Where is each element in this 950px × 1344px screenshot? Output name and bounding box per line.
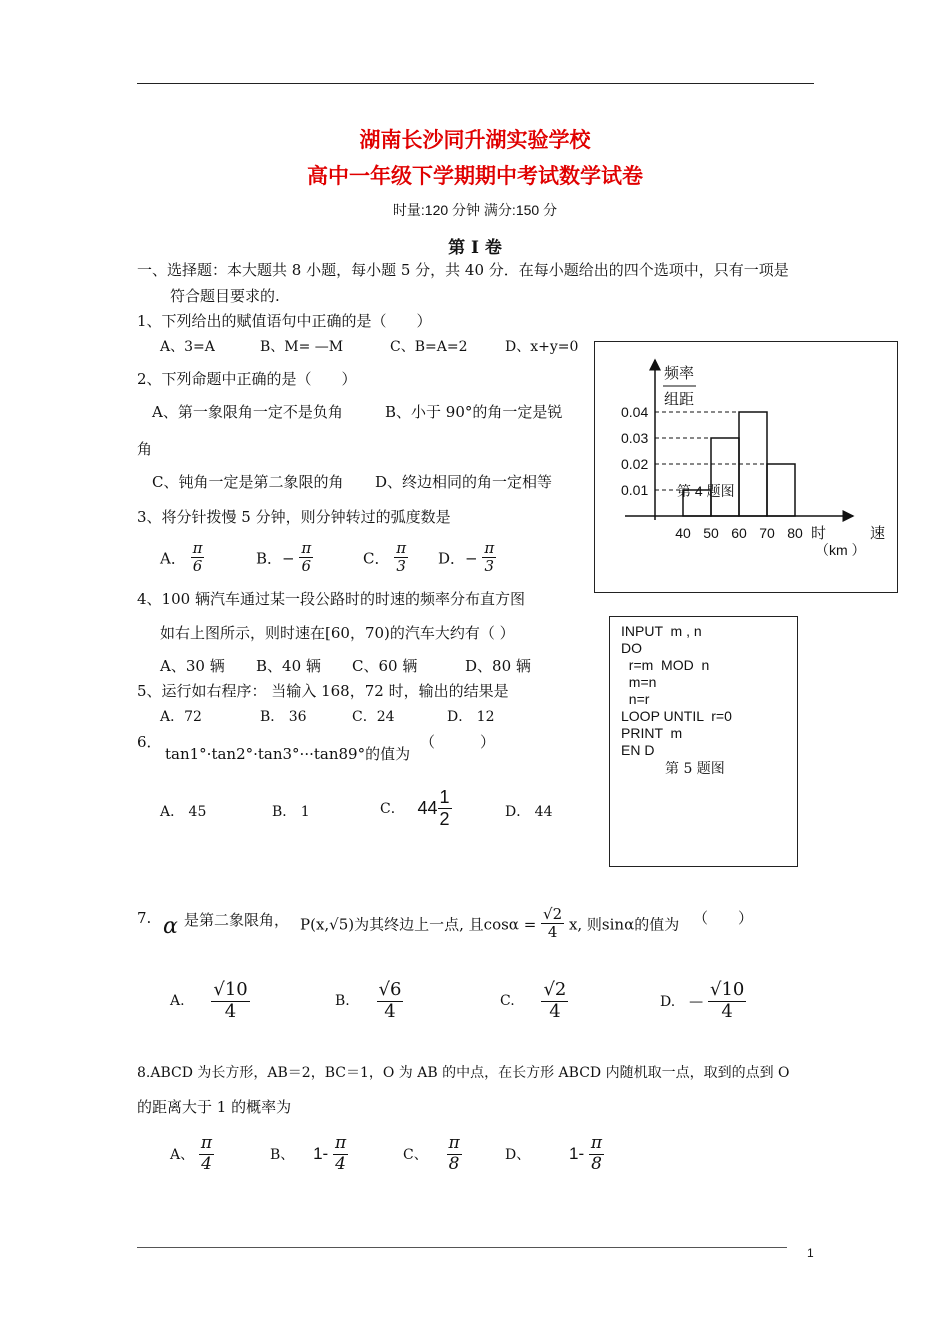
q7-number: 7. (137, 909, 152, 927)
exam-title: 高中一年级下学期期中考试数学试卷 (307, 163, 643, 188)
q1-option-b: B、M= —M (260, 339, 344, 355)
q6-option-d: D． 44 (505, 804, 553, 820)
q8-option-d: D、 1- $\frac{\pi}{8}$ (505, 1133, 603, 1174)
histogram-bar (767, 464, 795, 516)
q1-option-a: A、3=A (160, 339, 215, 355)
q3-option-c: C． $\frac{\pi}{3}$ (363, 539, 407, 576)
q2-option-a: A、第一象限角一定不是负角 (152, 403, 343, 421)
q3-option-a: A． $\frac{\pi}{6}$ (160, 539, 203, 576)
x-label-part1: 时 (811, 525, 827, 542)
footer-rule (137, 1247, 787, 1248)
y-label-top: 频率 (664, 365, 695, 382)
program-line: DO (621, 640, 642, 656)
q6-option-a: A． 45 (160, 804, 207, 820)
program-line: LOOP UNTIL r=0 (621, 708, 732, 724)
q5-stem: 5、运行如右程序： 当输入 168，72 时，输出的结果是 (137, 682, 509, 700)
q2-option-d: D、终边相同的角一定相等 (375, 473, 553, 491)
q1-option-d: D、x+y=0 (505, 339, 579, 355)
x-tick-label: 80 (787, 525, 803, 541)
q6-paren: （ ） (420, 733, 496, 751)
x-tick-label: 70 (759, 525, 775, 541)
q7-condition: P(x,√5)为其终边上一点, 且cosα = $\frac{√2}{4}$ x, 则sinα的值为 (300, 905, 680, 942)
q2-option-b: B、小于 90°的角一定是锐 (385, 403, 563, 421)
histogram-chart (595, 342, 897, 592)
q5-option-b: B． 36 (260, 709, 307, 725)
school-title: 湖南长沙同升湖实验学校 (359, 127, 591, 152)
q3-option-d: D．− $\frac{\pi}{3}$ (438, 539, 495, 576)
q4-option-d: D、80 辆 (465, 657, 531, 675)
histogram-bar (711, 438, 739, 516)
q8-option-c: C、 $\frac{\pi}{8}$ (403, 1133, 460, 1174)
q6-option-b: B． 1 (272, 804, 310, 820)
q7-text: 是第二象限角， (184, 911, 290, 929)
program-line: r=m MOD n (621, 657, 710, 673)
histogram-figure (594, 341, 898, 593)
program-caption: 第 5 题图 (665, 761, 725, 777)
q7-option-b: B. $\frac{√6}{4}$ (335, 979, 402, 1022)
q1-stem: 1、下列给出的赋值语句中正确的是（ ） (137, 312, 432, 330)
y-tick-label: 0.03 (621, 430, 649, 446)
program-line: INPUT m , n (621, 623, 702, 639)
q5-option-d: D． 12 (447, 709, 495, 725)
x-tick-label: 50 (703, 525, 719, 541)
q8-option-b: B、 1- $\frac{\pi}{4}$ (270, 1133, 347, 1174)
q1-option-c: C、B=A=2 (390, 339, 468, 355)
q3-stem: 3、将分针拨慢 5 分钟，则分钟转过的弧度数是 (137, 508, 451, 526)
program-line: m=n (621, 674, 657, 690)
q5-option-a: A．72 (160, 709, 202, 725)
program-line: EN D (621, 742, 655, 758)
y-label-bottom: 组距 (664, 391, 695, 408)
q8-stem-cont: 的距离大于 1 的概率为 (137, 1098, 292, 1116)
q4-option-b: B、40 辆 (256, 657, 321, 675)
q8-stem: 8.ABCD 为长方形，AB＝2，BC＝1，O 为 AB 的中点，在长方形 ABCD 内随机取一点，取到的点到 O (137, 1065, 790, 1081)
q6-number: 6． (137, 733, 162, 751)
x-tick-label: 60 (731, 525, 747, 541)
y-tick-label: 0.02 (621, 456, 649, 472)
q3-option-b: B．− $\frac{\pi}{6}$ (256, 539, 312, 576)
x-tick-label: 40 (675, 525, 691, 541)
y-tick-label: 0.04 (621, 404, 649, 420)
q4-stem-cont: 如右上图所示，则时速在[60，70)的汽车大约有（ ） (160, 624, 515, 642)
q6-option-c: C． 44 $\frac{1}{2}$ (380, 787, 450, 829)
q7-paren: （ ） (693, 909, 754, 927)
x-label-unit: （km ） (815, 542, 866, 558)
program-box (609, 616, 798, 867)
q2-option-c: C、钝角一定是第二象限的角 (152, 473, 344, 491)
program-line: PRINT m (621, 725, 683, 741)
q5-option-c: C．24 (352, 709, 395, 725)
section-instructions-cont: 符合题目要求的. (170, 287, 280, 305)
q8-option-a: A、 $\frac{\pi}{4}$ (170, 1133, 213, 1174)
volume-label: 第 I 卷 (448, 238, 502, 258)
page-number: 1 (807, 1246, 814, 1260)
q2-option-b-cont: 角 (137, 440, 153, 458)
program-line: n=r (621, 691, 650, 707)
q7-alpha: α (163, 914, 178, 939)
q7-option-c: C. $\frac{√2}{4}$ (500, 979, 567, 1022)
q6-expression: tan1°·tan2°·tan3°···tan89°的值为 (165, 745, 411, 763)
time-info: 时量:120 分钟 满分:150 分 (392, 202, 558, 218)
q7-option-d: D. — $\frac{√10}{4}$ (660, 979, 745, 1022)
q2-stem: 2、下列命题中正确的是（ ） (137, 370, 357, 388)
program-code (621, 623, 732, 759)
q4-stem: 4、100 辆汽车通过某一段公路时的时速的频率分布直方图 (137, 590, 525, 608)
q4-option-a: A、30 辆 (160, 657, 225, 675)
q4-option-c: C、60 辆 (352, 657, 418, 675)
section-instructions: 一、选择题：本大题共 8 小题，每小题 5 分，共 40 分．在每小题给出的四个选项中，只有一项是 (137, 261, 789, 279)
chart-caption: 第 4 题图 (677, 483, 735, 499)
header-rule (137, 83, 814, 84)
y-tick-label: 0.01 (621, 482, 649, 498)
x-label-part2: 速 (870, 525, 886, 542)
q7-option-a: A. $\frac{√10}{4}$ (170, 979, 248, 1022)
